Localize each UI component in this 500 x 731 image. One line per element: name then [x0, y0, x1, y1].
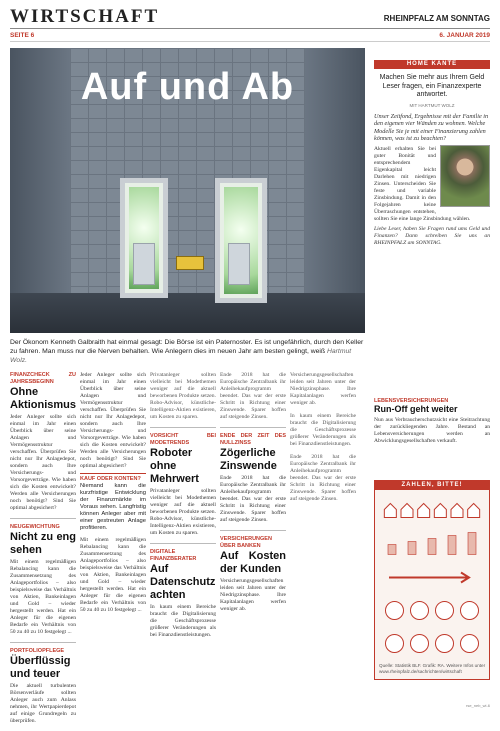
divider	[10, 28, 490, 29]
masthead	[10, 6, 490, 42]
coin-icon	[461, 602, 479, 620]
reader-question: Unser Zeitfond, Ergebnisse mit der Familie in den eigenen vier Wänden zu wohnen. Welche Modelle Sie je mit einer Finanzierung zahlen können, was ist zu beachten?	[374, 112, 489, 142]
article-body: Nun aus Verbraucherschutzsicht eine Steitrachtung der zurückliegenden Jahre. Bestand an Lebensversicherungen werden an Abwicklungsgesellschaften verkauft.	[374, 417, 490, 444]
arrow-icon	[389, 573, 469, 583]
source-note: Quelle: Statistik BLF. Grafik: RA. Weitere Infos unter www.rheinpfalz.de/sachrichten/wirtschaft	[379, 663, 486, 674]
article-headline: Überflüssig und teuer	[10, 655, 71, 680]
coin-icon	[386, 602, 404, 620]
article-column-3	[150, 372, 216, 645]
article-body: Jeder Anleger sollte sich einmal im Jahr einen Überblick über seine Anlagen und Vermögensstruktur verschaffen. Überprüfen Sie nicht nur Ihr Anlagedepot, sondern auch Ihre Versicherungs- und Vorsorgeverträge. Wie haben sich die Kosten entwickelt? Werden alle Versicherungen noch benötigt? Sind Sie optimal abgesichert?	[10, 414, 76, 511]
bar-icon	[468, 533, 476, 555]
article-body: In kaum einem Bereiche braucht die Digitalisierung die Geschäftsprozesse größerer Veränderungen als bei Finanzdienstleistungen.	[290, 413, 356, 447]
infographic-title: ZAHLEN, BITTE!	[375, 481, 489, 490]
hero-headline: Auf und Ab	[80, 66, 295, 108]
bar-icon	[448, 536, 456, 555]
footer-code: rse_neb_wi-6	[465, 703, 490, 708]
teaser: Machen Sie mehr aus Ihrem Geld Leser fragen, ein Finanzexperte antwortet.	[379, 74, 485, 98]
article-column-1	[10, 372, 76, 731]
divider	[10, 41, 490, 42]
author-photo	[440, 145, 490, 207]
article-body: Versicherungsgesellschaften leiden seit Jahren unter der Niedrigzinsphase. Ihre Kapitalanlagen werfen weniger ab.	[290, 372, 356, 406]
section-title: WIRTSCHAFT	[10, 6, 160, 27]
article-headline: Auf Datenschutz achten	[150, 563, 216, 601]
infographic-box	[374, 480, 490, 680]
coin-icon	[436, 635, 454, 653]
article-body: In kaum einem Bereiche braucht die Digitalisierung die Geschäftsprozesse größerer Veränderungen als bei Finanzdienstleistungen.	[150, 604, 216, 638]
bar-icon	[388, 545, 396, 555]
kicker: DIGITALE FINANZBERATER	[150, 549, 197, 562]
elevator-door-right	[215, 178, 267, 303]
kicker: FINANZCHECK ZU JAHRESBEGINN	[10, 372, 76, 385]
warning-sign-icon	[176, 256, 204, 270]
article-column-4	[220, 372, 286, 619]
house-icon	[451, 504, 463, 518]
kicker: ENDE DER ZEIT DES NULLZINSS	[220, 433, 286, 446]
house-icon	[418, 504, 430, 518]
kicker: VORSICHT BEI MODETRENDS	[150, 433, 216, 446]
sidebar-article	[374, 398, 490, 445]
article-body: Versicherungsgesellschaften leiden seit Jahren unter der Niedrigzinsphase. Ihre Kapitalanlagen werfen weniger ab.	[220, 578, 286, 612]
house-icon	[401, 504, 413, 518]
article-headline: Zögerliche Zinswende	[220, 447, 277, 472]
article-body: Mit einem regelmäßigen Rebalancing kann die Zusammensetzung des Anlageportfolios – also beispielsweise das Verhältnis von Aktien, Bankeinlagen und Gold – wieder hergestellt werden. Hat ein Anleger für die eigenen Bedarfe ein Verhältnis von 50 zu 40 zu 10 festgelegt ...	[80, 537, 146, 613]
caption-text: Der Ökonom Kenneth Galbraith hat einmal gesagt: Die Börse ist ein Paternoster. Es ist ungefährlich, durch den Keller zu fahren. Man muss nur die Nerven behalten. Wie Anlegern dies im neuen Jahr am besten gelingt, weiß	[10, 339, 364, 355]
byline: MIT HARTMUT WOLZ	[409, 102, 455, 108]
article-column-5	[290, 372, 356, 509]
article-body: Ende 2018 hat die Europäische Zentralbank ihr Anleihekaufprogramm beendet. Das war der erste Schritt in Richtung einer Zinswende. Sparer hoffen auf steigende Zinsen.	[220, 372, 286, 420]
paper-name: RHEINPFALZ AM SONNTAG	[383, 14, 490, 23]
coin-icon	[436, 602, 454, 620]
inset-box	[80, 473, 146, 532]
coin-icon	[461, 635, 479, 653]
article-body: Die aktuell turbulenten Börsenverläufe sollten Anleger auch zum Anlass nehmen, ihr Wertpapierdepot auf einige Grundregeln zu überprüfen.	[10, 683, 76, 724]
inset-text: Niemand kann die kurzfristige Entwicklung der Finanzmärkte im Voraus sehen. Langfristig können Anleger aber mit einer gestreuten Anlage profitieren.	[80, 483, 146, 531]
hero-photo	[10, 48, 365, 333]
pictogram-chart	[379, 495, 485, 660]
floor	[10, 293, 365, 333]
box-title: HOME KANTE	[374, 60, 490, 69]
page-number: SEITE 6	[10, 32, 35, 39]
article-body: Ende 2018 hat die Europäische Zentralbank ihr Anleihekaufprogramm beendet. Das war der erste Schritt in Richtung einer Zinswende. Sparer hoffen auf steigende Zinsen.	[290, 454, 356, 502]
article-headline: Run-Off geht weiter	[374, 404, 458, 414]
article-column-2	[80, 372, 146, 614]
house-icon	[434, 504, 446, 518]
article-body: Privatanleger sollten vielleicht bei Modethemen weniger auf die aktuell beworbenen Produkte setzen. Robo-Advisor, künstliche-Intelligenz-Aktien existieren, um Kosten zu sparen.	[150, 372, 216, 420]
article-headline: Nicht zu eng sehen	[10, 531, 76, 556]
kicker: NEUGEWICHTUNG	[10, 524, 60, 530]
coin-icon	[411, 635, 429, 653]
kicker: VERSICHERUNGEN ÜBER BANKEN	[220, 536, 272, 549]
article-body: Ende 2018 hat die Europäische Zentralbank ihr Anleihekaufprogramm beendet. Das war der erste Schritt in Richtung einer Zinswende. Sparer hoffen auf steigende Zinsen.	[220, 475, 286, 523]
article-headline: Auf Kosten der Kunden	[220, 550, 286, 575]
house-icon	[384, 504, 396, 518]
caption-credit: Hartmut Wolz.	[10, 348, 352, 364]
coin-icon	[411, 602, 429, 620]
article-body: Privatanleger sollten vielleicht bei Modethemen weniger auf die aktuell beworbenen Produkte setzen. Robo-Advisor, künstliche-Intelligenz-Aktien existieren, um Kosten zu sparen.	[150, 488, 216, 536]
kicker: LEBENSVERSICHERUNGEN	[374, 398, 449, 404]
coin-icon	[386, 635, 404, 653]
house-icon	[468, 504, 480, 518]
article-body: Mit einem regelmäßigen Rebalancing kann die Zusammensetzung des Anlageportfolios – also beispielsweise das Verhältnis von Aktien, Bankeinlagen und Gold – wieder hergestellt werden. Hat ein Anleger für die eigenen Bedarfe ein Verhältnis von 50 zu 40 zu 10 festgelegt ...	[10, 559, 76, 635]
kicker: PORTFOLIOPFLEGE	[10, 648, 65, 654]
article-headline: Roboter ohne Mehrwert	[150, 447, 199, 485]
bar-icon	[408, 542, 416, 555]
issue-date: 6. JANUAR 2019	[439, 32, 490, 39]
article-body: Jeder Anleger sollte sich einmal im Jahr einen Überblick über seine Anlagen und Vermögensstruktur verschaffen. Überprüfen Sie nicht nur Ihr Anlagedepot, sondern auch Ihre Versicherungs- und Vorsorgeverträge. Wie haben sich die Kosten entwickelt? Werden alle Versicherungen noch benötigt? Sind Sie optimal abgesichert?	[80, 372, 146, 469]
closing-note: Liebe Leser, haben Sie Fragen rund ums Geld und Finanzen? Dann schreiben Sie uns an RHEINPFALZ am SONNTAG.	[374, 225, 490, 246]
elevator-door-left	[120, 178, 168, 298]
article-headline: Ohne Aktionismus	[10, 386, 77, 411]
expert-answer: Aktuell erhalten Sie bei guter Bonität und entsprechendem Eigenkapital leicht Darlehen mit niedrigen Zinsen. Unterscheiden Sie feste und variable Zinsbindung. Damit in den Folgejahren keine Überraschungen entstehen, sollten Sie eine lange Zinsbindung wählen.	[374, 145, 471, 222]
bar-icon	[428, 539, 436, 555]
sidebar-advice	[374, 60, 490, 247]
inset-kicker: KAUF ODER KONTEN?	[80, 476, 141, 482]
photo-caption	[10, 338, 365, 365]
